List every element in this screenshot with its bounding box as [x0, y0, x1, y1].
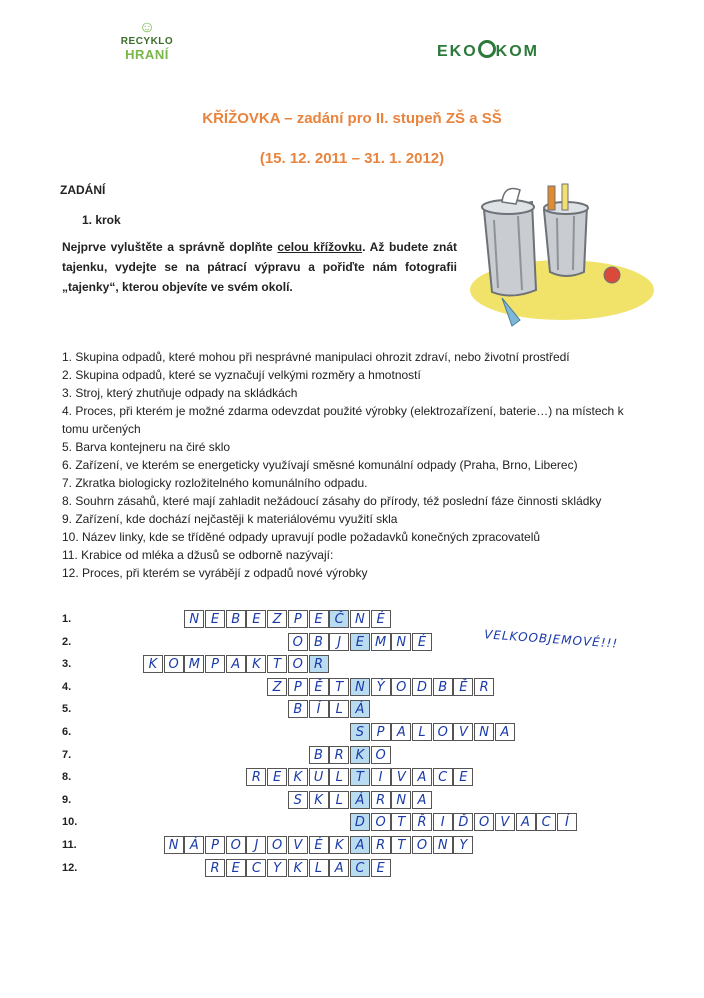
crossword-cell[interactable]: A [495, 723, 515, 741]
logo-line1: RECYKLO [120, 36, 174, 47]
crossword-cell[interactable]: N [474, 723, 494, 741]
ekokom-prefix: EKO [437, 43, 478, 60]
crossword-cell[interactable]: O [433, 723, 453, 741]
crossword-cell[interactable]: Í [557, 813, 577, 831]
clue-item: 10. Název linky, kde se tříděné odpady upravují podle požadavků konečných zpracovatelů [62, 530, 541, 544]
clue-item: 6. Zařízení, ve kterém se energeticky využívají směsné komunální odpady (Praha, Brno, Liberec) [62, 458, 578, 472]
crossword-cell[interactable]: O [288, 655, 308, 673]
bottle-orange [548, 186, 555, 210]
crossword-cell[interactable]: O [391, 678, 411, 696]
crossword-cell[interactable]: A [412, 768, 432, 786]
crossword-cell[interactable]: E [453, 768, 473, 786]
crossword-cell[interactable]: Z [267, 678, 287, 696]
crossword-cell[interactable]: N [391, 791, 411, 809]
crossword-cell[interactable]: N [391, 633, 411, 651]
crossword-cell[interactable]: P [288, 678, 308, 696]
crossword-cell[interactable]: V [288, 836, 308, 854]
crossword-cell[interactable]: Z [267, 610, 287, 628]
crossword-cell[interactable]: Ě [309, 678, 329, 696]
crossword-key-cell[interactable]: Á [350, 700, 370, 718]
crossword-cell[interactable]: R [329, 746, 349, 764]
crossword-cell[interactable]: C [433, 768, 453, 786]
crossword-key-cell[interactable]: Á [350, 791, 370, 809]
intro-paragraph [62, 237, 457, 297]
crossword-cell[interactable]: T [391, 813, 411, 831]
crossword-key-cell[interactable]: S [350, 723, 370, 741]
intro-text-1: Nejprve vyluštěte a správně doplňte [62, 240, 278, 254]
clue-item: 11. Krabice od mléka a džusů se odborně nazývají: [62, 548, 334, 562]
crossword-cell[interactable]: R [474, 678, 494, 696]
crossword-cell[interactable]: C [246, 859, 266, 877]
crossword-key-cell[interactable]: Č [329, 610, 349, 628]
crossword-cell[interactable]: O [164, 655, 184, 673]
crossword-cell[interactable]: I [433, 813, 453, 831]
bottle-yellow [562, 184, 568, 210]
page-title: KŘÍŽOVKA – zadání pro II. stupeň ZŠ a SŠ [202, 110, 502, 127]
row-number: 6. [62, 726, 72, 738]
smile-icon: ☺ [138, 19, 156, 36]
crossword-cell[interactable]: L [329, 700, 349, 718]
crossword-cell[interactable]: T [329, 678, 349, 696]
crossword-cell[interactable]: M [371, 633, 391, 651]
crossword-cell[interactable]: A [226, 655, 246, 673]
crossword-cell[interactable]: K [309, 791, 329, 809]
crossword-cell[interactable]: P [205, 655, 225, 673]
crossword-cell[interactable]: S [288, 791, 308, 809]
crossword-cell[interactable]: I [371, 768, 391, 786]
crossword-cell[interactable]: Y [267, 859, 287, 877]
row-number: 5. [62, 703, 72, 716]
crossword-cell[interactable]: C [536, 813, 556, 831]
clue-item: 3. Stroj, který zhutňuje odpady na skládkách [62, 386, 298, 400]
crossword-cell[interactable]: L [309, 859, 329, 877]
crossword-cell[interactable]: N [350, 610, 370, 628]
row-number: 2. [62, 635, 72, 648]
crossword-cell[interactable]: O [226, 836, 246, 854]
crossword-key-cell[interactable]: R [309, 655, 329, 673]
clue-item: 5. Barva kontejneru na čiré sklo [62, 440, 231, 454]
crossword-cell[interactable]: O [288, 633, 308, 651]
crossword-cell[interactable]: E [246, 610, 266, 628]
crossword-cell[interactable]: É [371, 610, 391, 628]
step-label: 1. krok [82, 213, 121, 227]
crossword-cell[interactable]: Ě [453, 678, 473, 696]
date-range: (15. 12. 2011 – 31. 1. 2012) [259, 150, 445, 167]
crossword-cell[interactable]: M [184, 655, 204, 673]
crossword-cell[interactable]: K [329, 836, 349, 854]
crossword-cell[interactable]: K [288, 768, 308, 786]
crossword-cell[interactable]: E [267, 768, 287, 786]
row-number: 8. [62, 771, 72, 784]
crossword-cell[interactable]: B [226, 610, 246, 628]
crossword-cell[interactable]: O [267, 836, 287, 854]
crossword-cell[interactable]: N [164, 836, 184, 854]
crossword-cell[interactable]: Í [309, 700, 329, 718]
logo-line2: HRANÍ [125, 47, 169, 62]
crossword-cell[interactable]: J [246, 836, 266, 854]
crossword-cell[interactable]: B [433, 678, 453, 696]
clue-item: 2. Skupina odpadů, které se vyznačují velkými rozměry a hmotností [62, 368, 421, 382]
crossword-cell[interactable]: P [371, 723, 391, 741]
row-number: 3. [62, 658, 72, 671]
crossword-key-cell[interactable]: T [350, 768, 370, 786]
crossword-cell[interactable]: Ď [453, 813, 473, 831]
crossword-cell[interactable]: L [329, 768, 349, 786]
clue-item: 1. Skupina odpadů, které mohou při nesprávné manipulaci ohrozit zdraví, nebo životní prostředí [62, 350, 570, 364]
crossword-key-cell[interactable]: K [350, 746, 370, 764]
crossword-cell[interactable]: N [433, 836, 453, 854]
crossword-cell[interactable]: É [309, 836, 329, 854]
apple-core [604, 267, 620, 283]
row-number: 9. [62, 793, 72, 806]
crossword-cell[interactable]: V [391, 768, 411, 786]
crossword-cell[interactable]: K [288, 859, 308, 877]
crossword-cell[interactable]: R [371, 836, 391, 854]
crossword-cell[interactable]: E [226, 859, 246, 877]
crossword-cell[interactable]: E [205, 610, 225, 628]
crossword-cell[interactable]: T [267, 655, 287, 673]
ekokom-logo [437, 40, 539, 61]
crossword-cell[interactable]: Y [453, 836, 473, 854]
recyklohrani-logo [112, 20, 182, 62]
row-number: 7. [62, 748, 72, 761]
intro-underlined: celou křížovku [277, 240, 363, 254]
crossword-cell[interactable]: E [371, 859, 391, 877]
row-number: 1. [62, 613, 72, 625]
section-heading: ZADÁNÍ [60, 183, 106, 197]
crossword-key-cell[interactable]: A [350, 836, 370, 854]
crossword-cell[interactable]: T [391, 836, 411, 854]
crossword-cell[interactable]: O [371, 813, 391, 831]
crossword-key-cell[interactable]: E [350, 633, 370, 651]
crossword-cell[interactable]: K [143, 655, 163, 673]
crossword-cell[interactable]: O [412, 836, 432, 854]
crossword-cell[interactable]: B [309, 746, 329, 764]
crossword-cell[interactable]: R [246, 768, 266, 786]
crossword-cell[interactable]: P [205, 836, 225, 854]
crossword-cell[interactable]: A [391, 723, 411, 741]
crossword-key-cell[interactable]: N [350, 678, 370, 696]
bin-left [482, 200, 536, 296]
crossword-cell[interactable]: O [474, 813, 494, 831]
crossword-cell[interactable]: D [412, 678, 432, 696]
clues-list [62, 348, 652, 582]
crossword-cell[interactable]: E [309, 610, 329, 628]
crossword-cell[interactable]: R [371, 791, 391, 809]
bin-right [544, 202, 588, 276]
handwritten-note: VELKOOBJEMOVÉ!!! [483, 627, 619, 651]
clue-item: 8. Souhrn zásahů, které mají zahladit nežádoucí zásahy do přírody, též poslední fáze činnosti skládky [62, 494, 602, 508]
crossword-cell[interactable]: O [371, 746, 391, 764]
crossword-cell[interactable]: U [309, 768, 329, 786]
crossword-cell[interactable]: A [516, 813, 536, 831]
trash-bag [502, 189, 520, 205]
crossword-key-cell[interactable]: D [350, 813, 370, 831]
crossword-cell[interactable]: A [412, 791, 432, 809]
row-number: 11. [62, 839, 77, 851]
clue-item: 12. Proces, při kterém se vyrábějí z odpadů nové výrobky [62, 566, 368, 580]
crossword-cell[interactable]: N [184, 610, 204, 628]
ekokom-suffix: KOM [495, 43, 539, 60]
crossword-cell[interactable]: Ř [412, 813, 432, 831]
row-number: 10. [62, 816, 78, 829]
row-number: 12. [62, 861, 78, 874]
intro-text-2: . Až budete znát tajenku, vydejte se na pátrací výpravu a pořiďte nám fotografii „tajenky“, kterou objevíte ve svém okolí. [62, 240, 457, 294]
crossword-cell[interactable]: P [288, 610, 308, 628]
crossword-cell[interactable]: R [205, 859, 225, 877]
trash-bins-illustration [462, 180, 657, 340]
clue-item: 9. Zařízení, kde dochází nejčastěji k materiálovému využití skla [62, 512, 398, 526]
clue-item: 4. Proces, při kterém je možné zdarma odevzdat použité výrobky (elektrozařízení, baterie…) na místech k tomu určených [62, 404, 624, 436]
crossword-cell[interactable]: B [288, 700, 308, 718]
crossword-cell[interactable]: B [309, 633, 329, 651]
clue-item: 7. Zkratka biologicky rozložitelného komunálního odpadu. [62, 476, 368, 490]
crossword-cell[interactable]: J [329, 633, 349, 651]
crossword-cell[interactable]: V [495, 813, 515, 831]
crossword-cell[interactable]: V [453, 723, 473, 741]
crossword-cell[interactable]: É [412, 633, 432, 651]
row-number: 4. [62, 680, 72, 693]
crossword-cell[interactable]: L [412, 723, 432, 741]
crossword-cell[interactable]: K [246, 655, 266, 673]
crossword-cell[interactable]: Ý [371, 678, 391, 696]
crossword-key-cell[interactable]: C [350, 859, 370, 877]
crossword-cell[interactable]: Á [184, 836, 204, 854]
crossword-cell[interactable]: A [329, 859, 349, 877]
crossword-cell[interactable]: L [329, 791, 349, 809]
recycle-ring-icon [478, 40, 496, 58]
